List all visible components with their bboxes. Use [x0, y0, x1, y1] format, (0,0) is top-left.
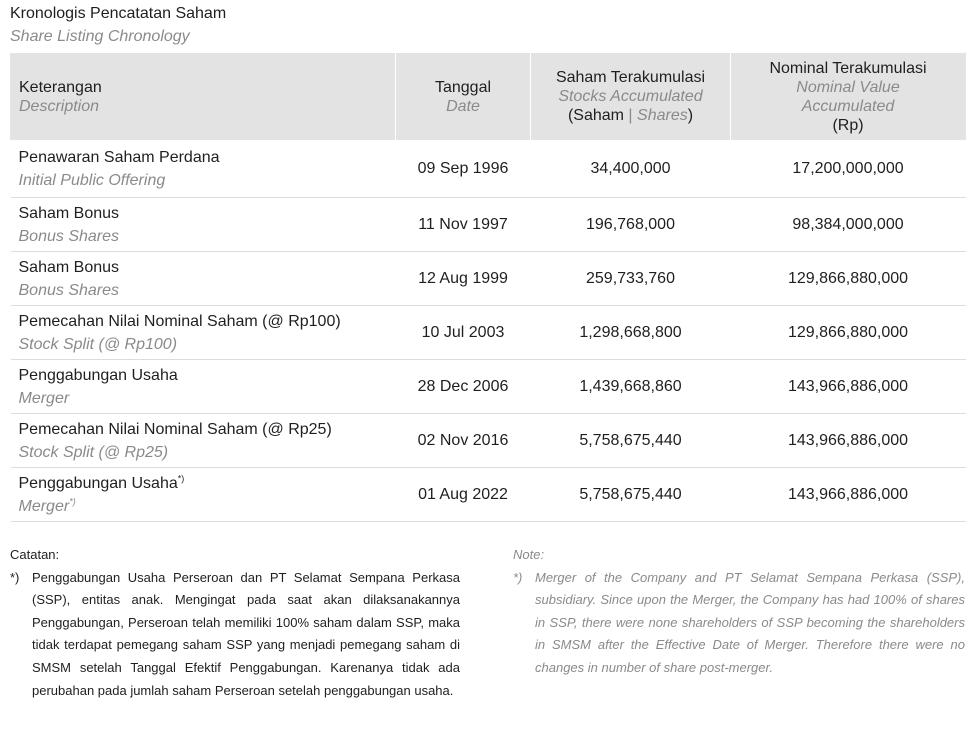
header-shares: Saham Terakumulasi Stocks Accumulated (Saham | Shares) — [531, 53, 731, 141]
shares-unit: (Saham | Shares) — [567, 107, 694, 124]
note-item — [513, 567, 965, 680]
note-text: Penggabungan Usaha Perseroan dan PT Selamat Sempana Perkasa (SSP), entitas anak. Mengingat pada saat akan dilaksanakannya Penggabungan, Perseroan telah memiliki 100% saham dalam SSP, maka tidak terdapat pemegang saham SSP yang menjadi pemegang saham di SMSM setelah Tanggal Efektif Penggabungan. Karenanya tidak ada perubahan pada jumlah saham Perseroan setelah penggabungan usaha. — [32, 569, 460, 698]
table-header — [11, 53, 966, 141]
page-title: Kronologis Pencatatan Saham — [10, 5, 227, 22]
note-marker: *) — [69, 496, 76, 507]
row-date: 01 Aug 2022 — [396, 468, 531, 522]
row-date: 28 Dec 2006 — [396, 360, 531, 414]
row-shares: 1,439,668,860 — [531, 360, 731, 414]
note-marker: *) — [177, 473, 185, 484]
notes-indonesian — [10, 544, 460, 702]
row-shares: 5,758,675,440 — [531, 468, 731, 522]
note-item — [10, 567, 460, 703]
table-row — [11, 468, 966, 522]
row-date: 12 Aug 1999 — [396, 252, 531, 306]
row-shares: 196,768,000 — [531, 198, 731, 252]
notes-heading: Note: — [513, 547, 545, 562]
row-description: Penawaran Saham Perdana Initial Public Offering — [11, 141, 396, 198]
table-row — [11, 306, 966, 360]
row-description: Penggabungan Usaha Merger — [11, 360, 396, 414]
row-nominal: 17,200,000,000 — [731, 141, 966, 198]
table-row — [11, 141, 966, 198]
row-shares: 5,758,675,440 — [531, 414, 731, 468]
header-date: Tanggal Date — [396, 53, 531, 141]
note-text: Merger of the Company and PT Selamat Sempana Perkasa (SSP), subsidiary. Since upon the Merger, the Company has had 100% of shares in SSP, there were none shareholders of SSP becoming the shareholders in SMSM after the Effective Date of Merger. Therefore there were no changes in number of share post-merger. — [535, 569, 965, 675]
table-row — [11, 198, 966, 252]
row-nominal: 143,966,886,000 — [731, 414, 966, 468]
row-shares: 259,733,760 — [531, 252, 731, 306]
notes-english — [513, 544, 965, 680]
row-date: 09 Sep 1996 — [396, 141, 531, 198]
row-description: Saham Bonus Bonus Shares — [11, 252, 396, 306]
row-date: 10 Jul 2003 — [396, 306, 531, 360]
row-description: Pemecahan Nilai Nominal Saham (@ Rp100) Stock Split (@ Rp100) — [11, 306, 396, 360]
row-nominal: 98,384,000,000 — [731, 198, 966, 252]
row-date: 11 Nov 1997 — [396, 198, 531, 252]
row-shares: 1,298,668,800 — [531, 306, 731, 360]
page-subtitle: Share Listing Chronology — [10, 28, 190, 45]
row-nominal: 129,866,880,000 — [731, 306, 966, 360]
table-row — [11, 360, 966, 414]
notes-heading: Catatan: — [10, 547, 60, 562]
header-description: Keterangan Description — [11, 53, 396, 141]
note-mark: *) — [10, 569, 20, 585]
header-nominal: Nominal Terakumulasi Nominal Value Accumulated (Rp) — [731, 53, 966, 141]
row-shares: 34,400,000 — [531, 141, 731, 198]
row-nominal: 143,966,886,000 — [731, 360, 966, 414]
row-description: Pemecahan Nilai Nominal Saham (@ Rp25) Stock Split (@ Rp25) — [11, 414, 396, 468]
row-description: Penggabungan Usaha*) Merger*) — [11, 468, 396, 522]
note-mark: *) — [513, 569, 523, 585]
row-description: Saham Bonus Bonus Shares — [11, 198, 396, 252]
table-row — [11, 252, 966, 306]
row-date: 02 Nov 2016 — [396, 414, 531, 468]
row-nominal: 143,966,886,000 — [731, 468, 966, 522]
share-listing-table — [10, 52, 966, 522]
table-row — [11, 414, 966, 468]
table-body — [11, 141, 966, 522]
row-nominal: 129,866,880,000 — [731, 252, 966, 306]
